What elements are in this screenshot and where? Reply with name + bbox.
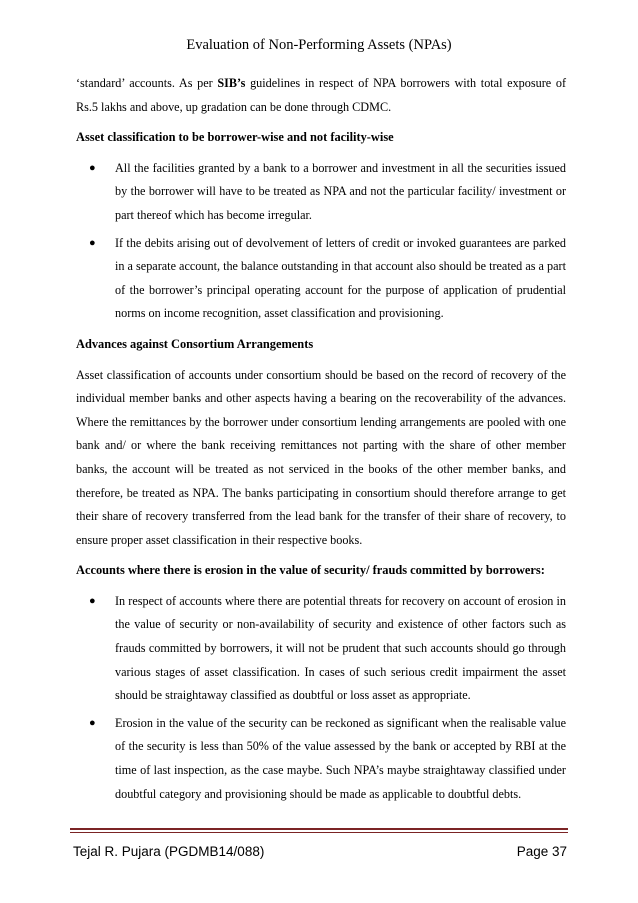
list-item	[76, 712, 566, 806]
footer-page-number: Page 37	[516, 844, 567, 859]
intro-text-bold: SIB’s	[217, 76, 246, 90]
bullet-list-borrower-wise	[76, 157, 566, 326]
list-item	[76, 232, 566, 326]
list-item-text: All the facilities granted by a bank to a borrower and investment in all the securities issued by the borrower will have to be treated as NPA and not the particular facility/ investment or part thereof which has become irregular.	[115, 160, 566, 222]
section-heading-erosion: Accounts where there is erosion in the value of security/ frauds committed by borrowers:	[76, 563, 545, 578]
consortium-paragraph: Asset classification of accounts under consortium should be based on the record of recovery of the individual member banks and other aspects having a bearing on the recoverability of the advances. Where the remittances by the borrower under consortium lending arrangements are pooled with one bank and/ or where the bank receiving remittances not parting with the share of other member banks, the account will be treated as not serviced in the books of the other member banks, and therefore, be treated as NPA. The banks participating in consortium should therefore arrange to get their share of recovery transferred from the lead bank for the transfer of their share of recovery, to ensure proper asset classification in their respective books.	[76, 367, 566, 547]
footer-author: Tejal R. Pujara (PGDMB14/088)	[73, 844, 265, 859]
list-item-text: In respect of accounts where there are potential threats for recovery on account of erosion in the value of security or non-availability of security and existence of other factors such as frauds committed by borrowers, it will not be prudent that such accounts should go through various stages of asset classification. In cases of such serious credit impairment the asset should be straightaway classified as doubtful or loss asset as appropriate.	[115, 593, 566, 703]
list-item	[76, 590, 566, 708]
bullet-icon: ●	[89, 161, 96, 174]
footer-divider-thin	[70, 832, 568, 833]
list-item-text: If the debits arising out of devolvement of letters of credit or invoked guarantees are parked in a separate account, the balance outstanding in that account also should be treated as a part of the borrower’s principal operating account for the purpose of application of prudential norms on income recognition, asset classification and provisioning.	[115, 235, 566, 321]
page-body	[76, 72, 566, 813]
bullet-icon: ●	[89, 594, 96, 607]
intro-paragraph	[76, 72, 566, 119]
list-item-text: Erosion in the value of the security can be reckoned as significant when the realisable value of the security is less than 50% of the value assessed by the bank or accepted by RBI at the time of last inspection, as the case maybe. Such NPA’s maybe straightaway classified under doubtful category and provisioning should be made as applicable to doubtful debts.	[115, 715, 566, 801]
bullet-icon: ●	[89, 236, 96, 249]
bullet-icon: ●	[89, 716, 96, 729]
section-heading-consortium: Advances against Consortium Arrangements	[76, 336, 314, 351]
page-header: Evaluation of Non-Performing Assets (NPAs)	[186, 37, 452, 53]
list-item	[76, 157, 566, 228]
footer-divider-thick	[70, 828, 568, 830]
intro-text-before: ‘standard’ accounts. As per	[76, 76, 218, 90]
intro-text-after: guidelines in respect of NPA borrowers with total exposure of Rs.5 lakhs and above, up gradation can be done through CDMC.	[76, 76, 566, 114]
section-heading-borrower-wise: Asset classification to be borrower-wise and not facility-wise	[76, 130, 394, 145]
bullet-list-erosion	[76, 590, 566, 806]
